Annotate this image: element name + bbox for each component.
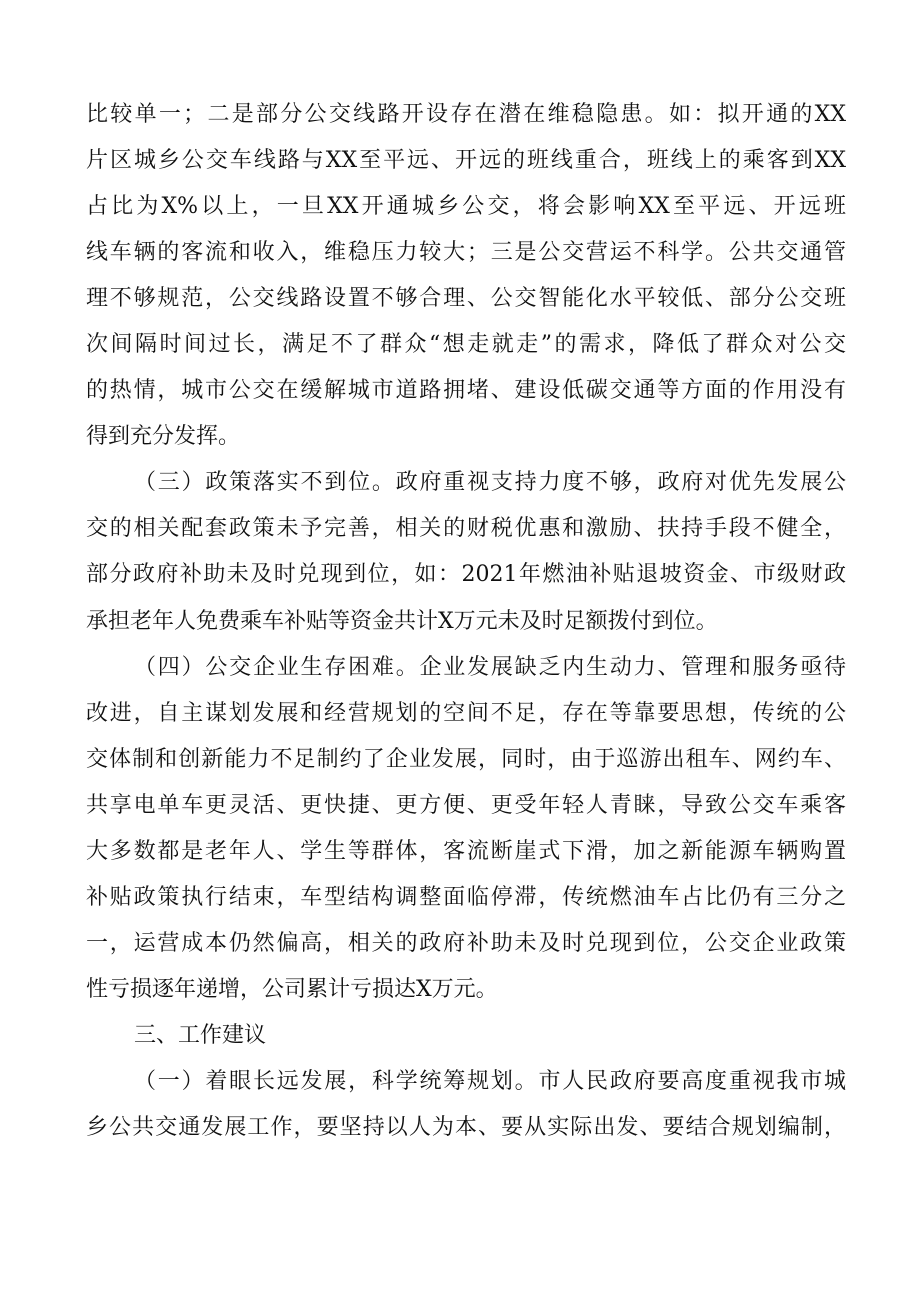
- paragraph-heading-line: （四）公交企业生存困难。企业发展缺乏内生动力、管理和服务亟待: [134, 654, 846, 680]
- text-line: 改进，自主谋划发展和经营规划的空间不足，存在等靠要思想，传统的公: [86, 700, 846, 726]
- text-line: 片区城乡公交车线路与XX至平远、开远的班线重合，班线上的乘客到XX: [86, 148, 846, 174]
- paragraph-heading-line: （三）政策落实不到位。政府重视支持力度不够，政府对优先发展公: [134, 470, 846, 496]
- text-line: 性亏损逐年递增，公司累计亏损达X万元。: [86, 976, 498, 1002]
- text-line: 理不够规范，公交线路设置不够合理、公交智能化水平较低、部分公交班: [86, 286, 846, 312]
- text-line: 比较单一；二是部分公交线路开设存在潜在维稳隐患。如：拟开通的XX: [86, 102, 846, 127]
- text-line: 部分政府补助未及时兑现到位，如：2021年燃油补贴退坡资金、市级财政: [86, 562, 846, 588]
- text-line: 承担老年人免费乘车补贴等资金共计X万元未及时足额拨付到位。: [86, 608, 718, 634]
- section-heading: 三、工作建议: [134, 1022, 267, 1048]
- text-line: 交的相关配套政策未予完善，相关的财税优惠和激励、扶持手段不健全，: [86, 516, 846, 542]
- text-line: 乡公共交通发展工作，要坚持以人为本、要从实际出发、要结合规划编制，: [86, 1115, 846, 1141]
- text-line: 次间隔时间过长，满足不了群众“想走就走”的需求，降低了群众对公交: [86, 332, 846, 358]
- text-line: 占比为X%以上，一旦XX开通城乡公交，将会影响XX至平远、开远班: [86, 194, 846, 220]
- text-line: 的热情，城市公交在缓解城市道路拥堵、建设低碳交通等方面的作用没有: [86, 378, 846, 404]
- text-line: 补贴政策执行结束，车型结构调整面临停滞，传统燃油车占比仍有三分之: [86, 884, 846, 910]
- paragraph-heading-line: （一）着眼长远发展，科学统筹规划。市人民政府要高度重视我市城: [134, 1068, 846, 1094]
- text-line: 共享电单车更灵活、更快捷、更方便、更受年轻人青睐，导致公交车乘客: [86, 792, 846, 818]
- text-line: 交体制和创新能力不足制约了企业发展，同时，由于巡游出租车、网约车、: [86, 746, 846, 772]
- text-line: 大多数都是老年人、学生等群体，客流断崖式下滑，加之新能源车辆购置: [86, 838, 846, 864]
- text-line: 线车辆的客流和收入，维稳压力较大；三是公交营运不科学。公共交通管: [86, 240, 846, 266]
- text-line: 一，运营成本仍然偏高，相关的政府补助未及时兑现到位，公交企业政策: [86, 930, 846, 956]
- text-line: 得到充分发挥。: [86, 424, 241, 450]
- body-text: [86, 92, 846, 1151]
